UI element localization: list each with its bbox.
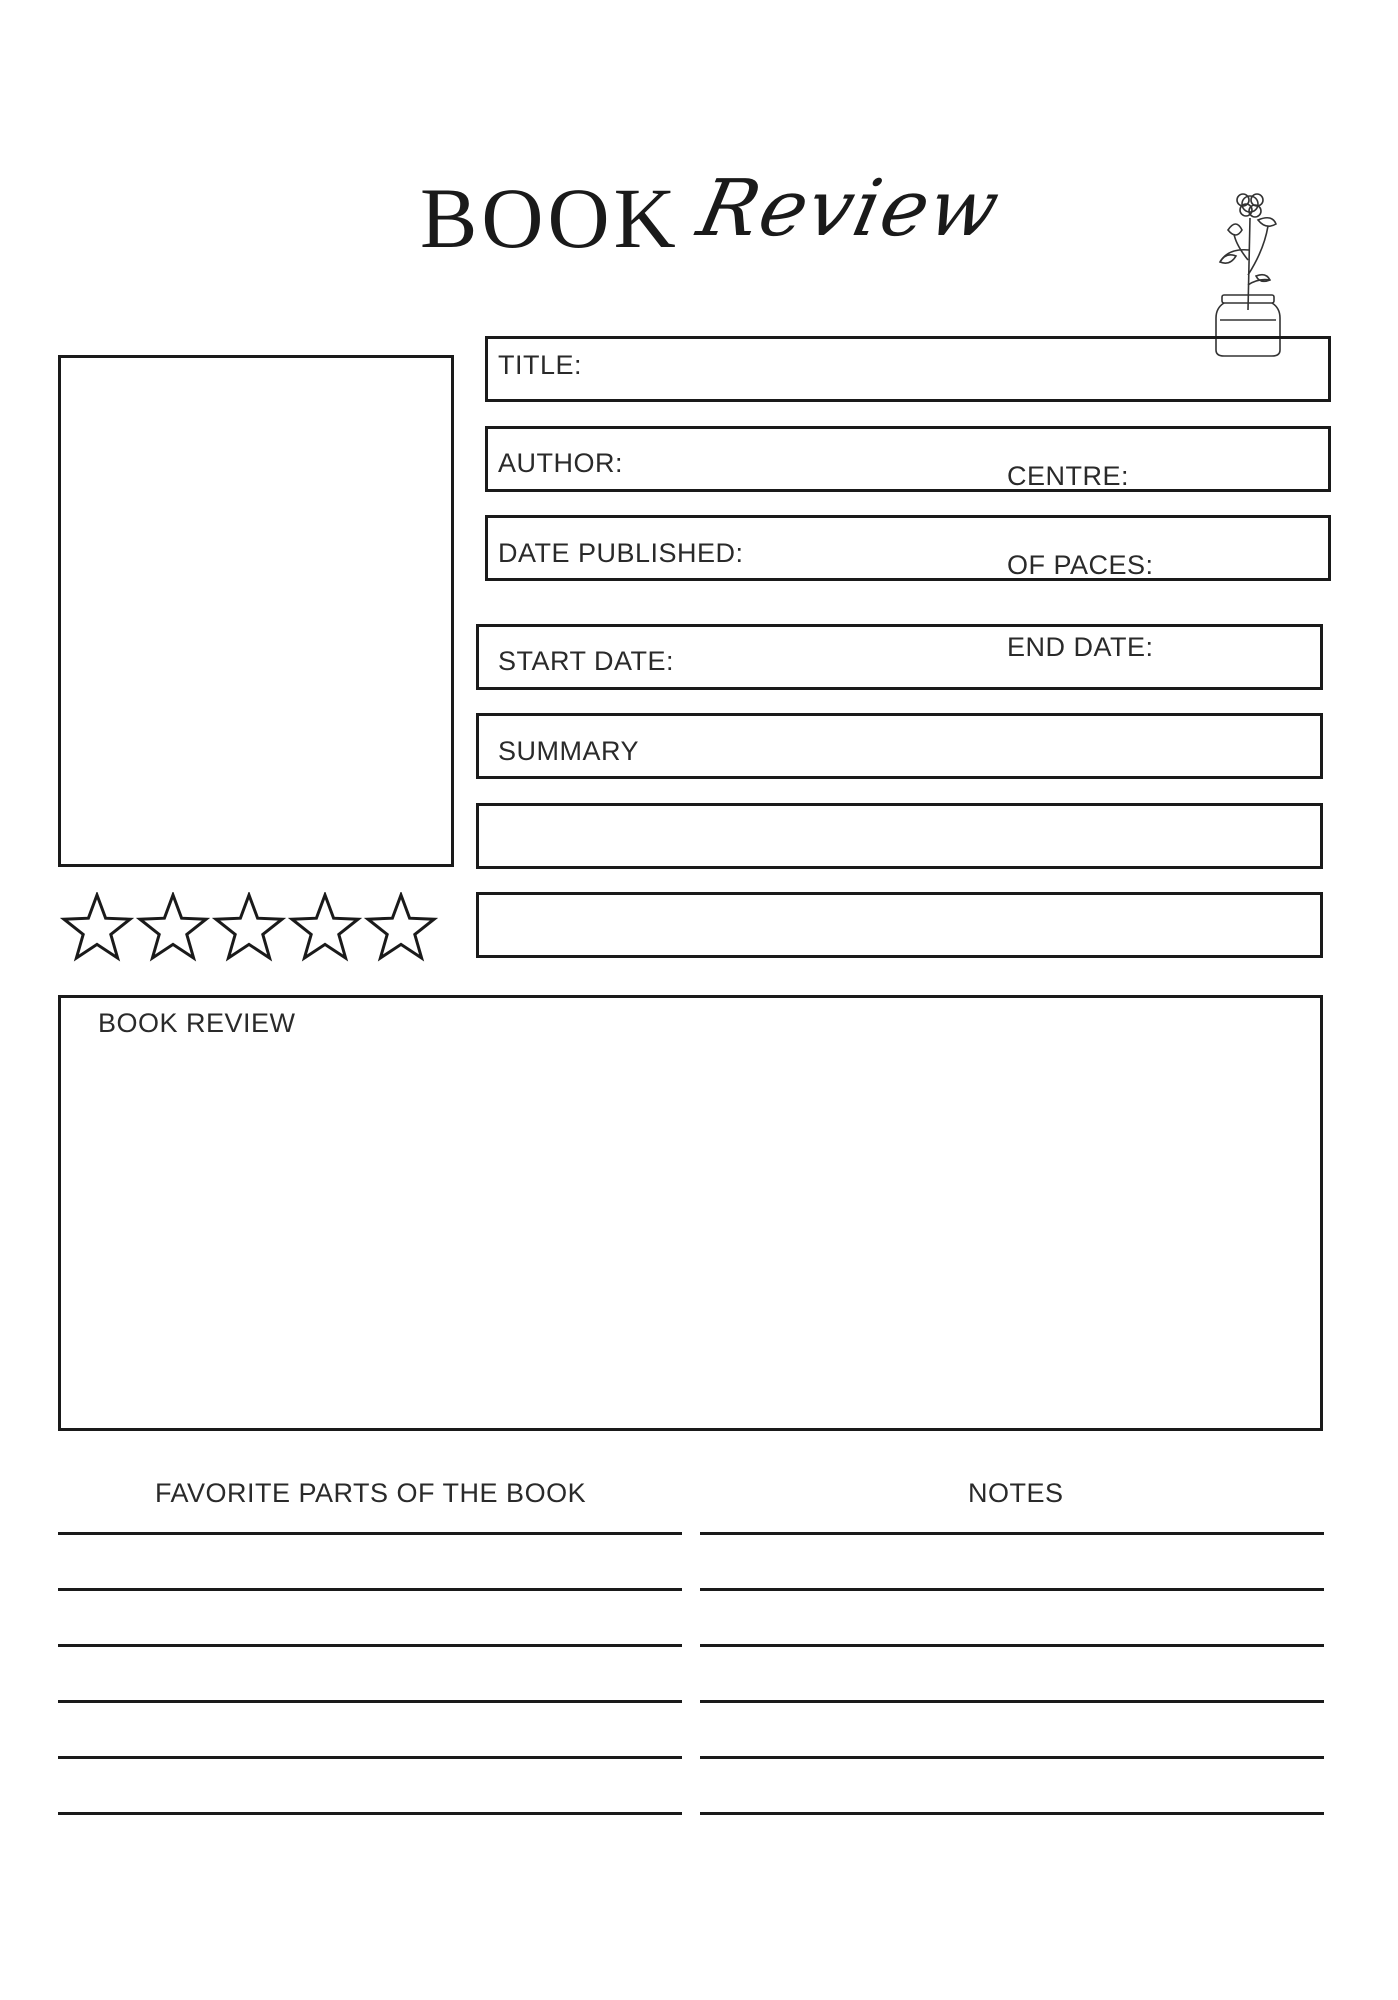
- star-outline-icon[interactable]: [212, 892, 286, 966]
- star-outline-icon[interactable]: [136, 892, 210, 966]
- book-review-box[interactable]: [58, 995, 1323, 1431]
- favorite-line[interactable]: [58, 1756, 682, 1759]
- page-title: BOOK: [420, 170, 680, 266]
- favorite-line[interactable]: [58, 1588, 682, 1591]
- notes-line[interactable]: [700, 1756, 1324, 1759]
- genre-label: CENTRE:: [1007, 461, 1130, 491]
- favorite-line[interactable]: [58, 1644, 682, 1647]
- summary-label: SUMMARY: [498, 736, 640, 766]
- favorite-line[interactable]: [58, 1700, 682, 1703]
- summary-line-3[interactable]: [476, 892, 1323, 958]
- page-subtitle-script: Review: [690, 164, 1009, 254]
- start-date-label: START DATE:: [498, 646, 675, 676]
- pages-label: OF PACES:: [1007, 550, 1154, 580]
- favorite-parts-heading: FAVORITE PARTS OF THE BOOK: [155, 1478, 587, 1508]
- author-label: AUTHOR:: [498, 448, 623, 478]
- notes-line[interactable]: [700, 1532, 1324, 1535]
- star-outline-icon[interactable]: [364, 892, 438, 966]
- flower-jar-icon: [1198, 190, 1294, 360]
- star-outline-icon[interactable]: [60, 892, 134, 966]
- end-date-label: END DATE:: [1007, 632, 1154, 662]
- favorite-line[interactable]: [58, 1812, 682, 1815]
- notes-heading: NOTES: [968, 1478, 1064, 1508]
- notes-line[interactable]: [700, 1812, 1324, 1815]
- title-label: TITLE:: [498, 350, 583, 380]
- notes-line[interactable]: [700, 1644, 1324, 1647]
- star-rating[interactable]: [60, 892, 444, 972]
- date-published-label: DATE PUBLISHED:: [498, 538, 744, 568]
- notes-line[interactable]: [700, 1700, 1324, 1703]
- summary-line-2[interactable]: [476, 803, 1323, 869]
- book-cover-box[interactable]: [58, 355, 454, 867]
- notes-line[interactable]: [700, 1588, 1324, 1591]
- favorite-line[interactable]: [58, 1532, 682, 1535]
- book-review-label: BOOK REVIEW: [98, 1008, 296, 1038]
- star-outline-icon[interactable]: [288, 892, 362, 966]
- title-field[interactable]: [485, 336, 1331, 402]
